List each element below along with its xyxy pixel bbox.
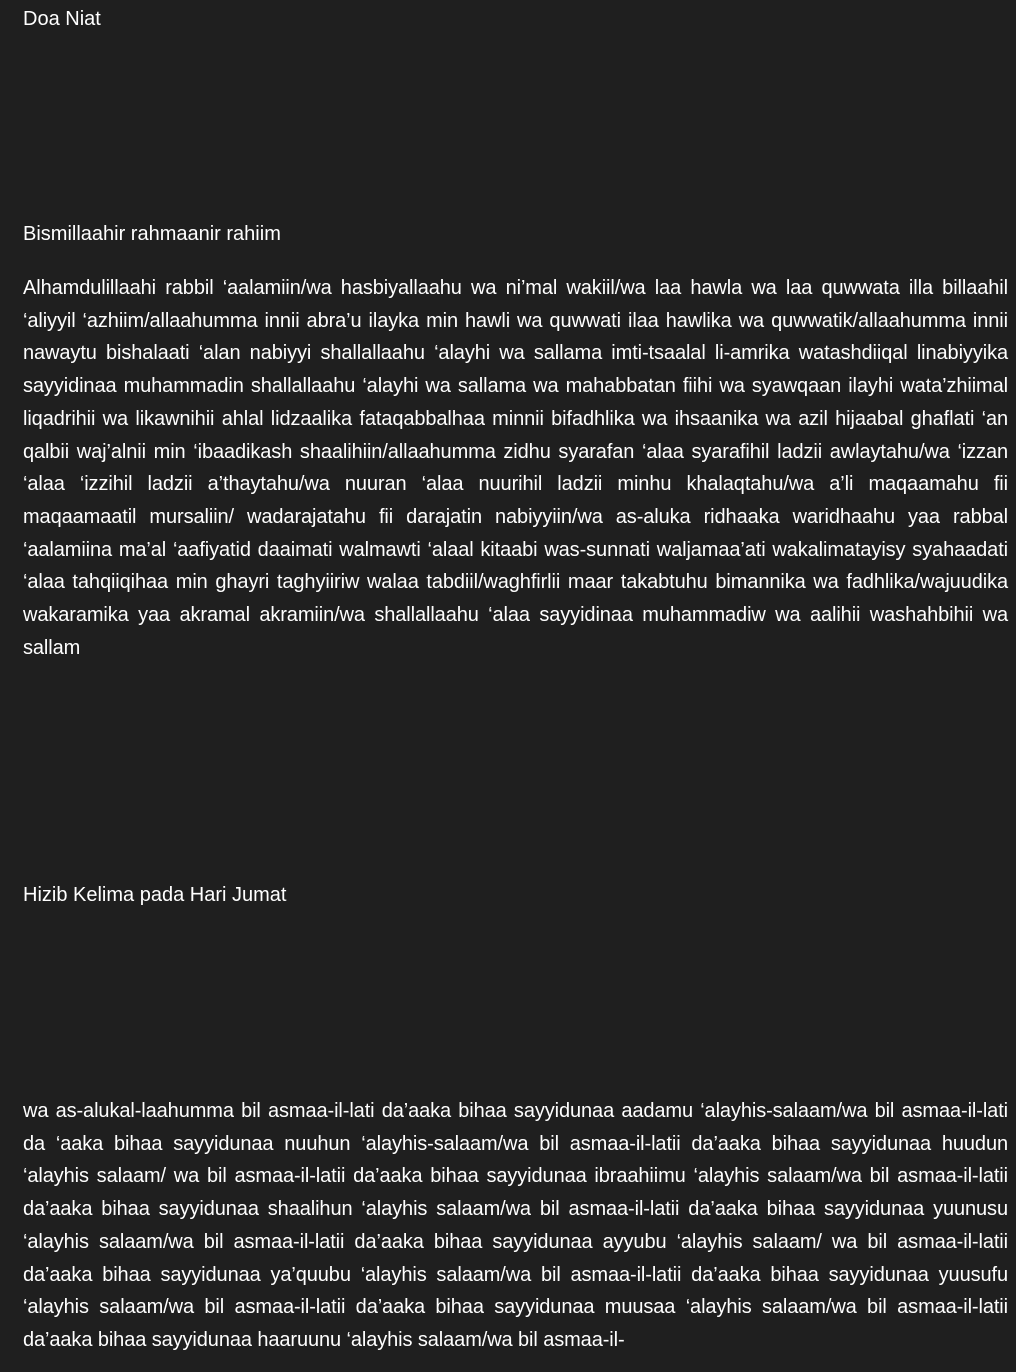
doa-paragraph: Alhamdulillaahi rabbil ‘aalamiin/wa hasbiyallaahu wa ni’mal wakiil/wa laa hawla wa laa quwwata illa billaahil ‘aliyyil ‘azhiim/allaahumma innii abra’u ilayka min hawli wa quwwati ilaa hawlika wa quwwatik/allaahumma innii nawaytu bishalaati ‘alan nabiyyi shallallaahu ‘alayhi wa sallama imti-tsaalal li-amrika watashdiiqal linabiyyika sayyidinaa muhammadin shallallaahu ‘alayhi wa sallama wa mahabbatan fiihi wa syawqaan ilayhi wata’zhiimal liqadrihii wa likawnihii ahlal lidzaalika fataqabbalhaa minnii bifadhlika wa ihsaanika wa azil hijaabal ghaflati ‘an qalbii waj’alnii min ‘ibaadikash shaalihiin/allaahumma zidhu syarafan ‘alaa syarafihil ladzii awlaytahu/wa ‘izzan ‘alaa ‘izzihil ladzii a’thaytahu/wa nuuran ‘alaa nuurihil ladzii minhu khalaqtahu/wa a’li maqaamahu fii maqaamaatil mursaliin/ wadarajatahu fii darajatin nabiyyiin/wa as-aluka ridhaaka waridhaahu yaa rabbal ‘aalamiina ma’al ‘aafiyatid daaimati walmawti ‘alaal kitaabi was-sunnati waljamaa’ati wakalimatayisy syahaadati ‘alaa tahqiiqihaa min ghayri taghyiiriw walaa tabdiil/waghfirlii maar takabtuhu bimannika wa fadhlika/wajuudika wakaramika yaa akramal akramiin/wa shallallaahu ‘alaa sayyidinaa muhammadiw wa aalihii washahbihii wa sallam xyxy=(23,277,1008,659)
hizib-title: Hizib Kelima pada Hari Jumat xyxy=(23,884,287,906)
bismillah-line: Bismillaahir rahmaanir rahiim xyxy=(23,223,281,245)
doa-title: Doa Niat xyxy=(23,8,101,30)
hizib-paragraph: wa as-alukal-laahumma bil asmaa-il-lati da’aaka bihaa sayyidunaa aadamu ‘alayhis-salaam/wa bil asmaa-il-lati da ‘aaka bihaa sayyidunaa nuuhun ‘alayhis-salaam/wa bil asmaa-il-latii da’aaka bihaa sayyidunaa huudun ‘alayhis salaam/ wa bil asmaa-il-latii da’aaka bihaa sayyidunaa ibraahiimu ‘alayhis salaam/wa bil asmaa-il-latii da’aaka bihaa sayyidunaa shaalihun ‘alayhis salaam/wa bil asmaa-il-latii da’aaka bihaa sayyidunaa yuunusu ‘alayhis salaam/wa bil asmaa-il-latii da’aaka bihaa sayyidunaa ayyubu ‘alayhis salaam/ wa bil asmaa-il-latii da’aaka bihaa sayyidunaa ya’quubu ‘alayhis salaam/wa bil asmaa-il-latii da’aaka bihaa sayyidunaa yuusufu ‘alayhis salaam/wa bil asmaa-il-latii da’aaka bihaa sayyidunaa muusaa ‘alayhis salaam/wa bil asmaa-il-latii da’aaka bihaa sayyidunaa haaruunu ‘alayhis salaam/wa bil asmaa-il- xyxy=(23,1100,1008,1351)
